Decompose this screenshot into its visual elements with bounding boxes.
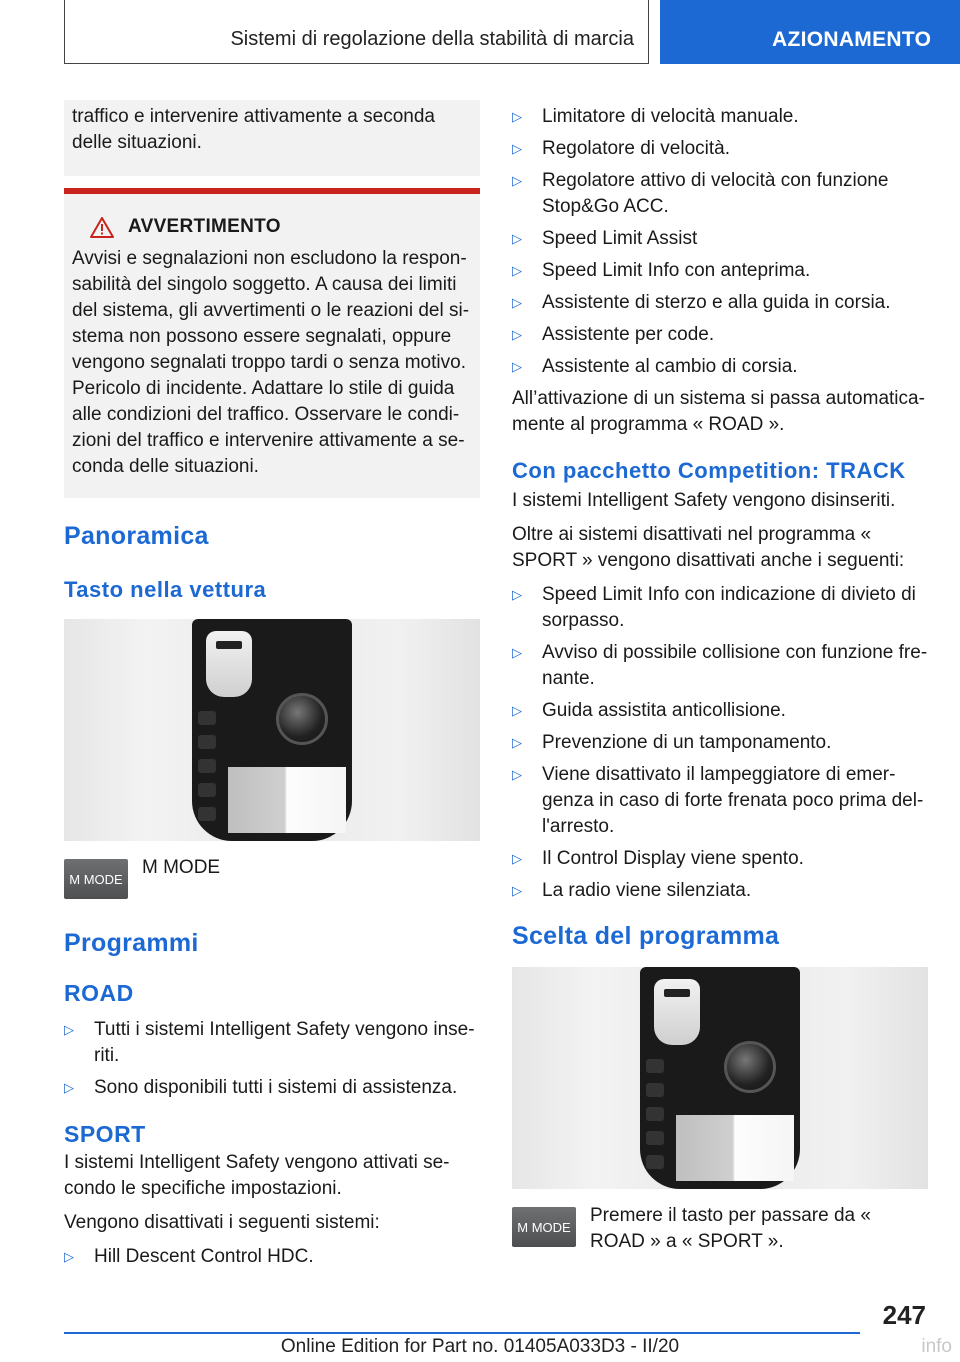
- bullet-triangle-icon: ▷: [512, 327, 522, 342]
- bullet-triangle-icon: ▷: [512, 587, 522, 602]
- armrest-pad: [228, 767, 346, 833]
- chapter-title: AZIONAMENTO: [772, 28, 932, 51]
- left-column: [64, 100, 480, 1276]
- list-item: ▷ Assistente per code.: [512, 322, 928, 348]
- armrest-pad: [676, 1115, 794, 1181]
- list-item: ▷ Speed Limit Info con anteprima.: [512, 258, 928, 284]
- sport-list: [64, 1244, 480, 1270]
- bullet-triangle-icon: ▷: [512, 141, 522, 156]
- list-item: ▷ Limitatore di velocità manuale.: [512, 104, 928, 130]
- bullet-triangle-icon: ▷: [512, 295, 522, 310]
- list-item: ▷ Regolatore di velocità.: [512, 136, 928, 162]
- bullet-triangle-icon: ▷: [64, 1249, 74, 1264]
- bullet-triangle-icon: ▷: [512, 703, 522, 718]
- auto-road-text: All’attivazione di un sistema si passa automaticamente al programma « ROAD ».: [512, 388, 925, 435]
- list-item: ▷ Speed Limit Assist: [512, 226, 928, 252]
- console-photo: [64, 619, 480, 841]
- bullet-triangle-icon: ▷: [512, 883, 522, 898]
- bullet-triangle-icon: ▷: [512, 645, 522, 660]
- controller-knob: [724, 1041, 776, 1093]
- warning-body: Avvisi e segnalazioni non escludono la responsabilità del singolo soggetto. A causa dei limiti del sistema, gli avvertimenti o le reazioni del sistema non possono essere segnalati, oppure vengono segnalati troppo tardi o senza motivo. Pericolo di incidente. Adattare lo stile di guida alle condizioni del traffico. Osservare le condizioni del traffico e intervenire attivamente a seconda delle situazioni.: [72, 248, 470, 477]
- bullet-triangle-icon: ▷: [512, 231, 522, 246]
- footer-rule: [64, 1332, 860, 1334]
- track-list: [512, 582, 928, 904]
- list-item: ▷ Sono disponibili tutti i sistemi di assistenza.: [64, 1075, 480, 1101]
- list-item: ▷ La radio viene silenziata.: [512, 878, 928, 904]
- warning-triangle-icon: [90, 217, 114, 238]
- heading-sport: SPORT: [64, 1121, 146, 1147]
- road-list: [64, 1017, 480, 1101]
- bullet-triangle-icon: ▷: [512, 359, 522, 374]
- list-item: ▷ Assistente al cambio di corsia.: [512, 354, 928, 380]
- continued-box: [64, 100, 480, 176]
- page-number: 247: [882, 1300, 926, 1330]
- list-item: ▷ Regolatore attivo di velocità con funzione Stop&Go ACC.: [512, 168, 928, 220]
- bullet-triangle-icon: ▷: [512, 263, 522, 278]
- sport-disabled-intro: Vengono disattivati i seguenti sistemi:: [64, 1212, 380, 1233]
- list-item: ▷ Tutti i sistemi Intelligent Safety vengono inseriti.: [64, 1017, 480, 1069]
- systems-list: [512, 104, 928, 380]
- track-disabled-intro: Oltre ai sistemi disattivati nel programma « SPORT » vengono disattivati anche i seguenti:: [512, 524, 905, 571]
- heading-program-selection: Scelta del programma: [512, 922, 780, 950]
- right-column: [512, 100, 928, 1255]
- list-item: ▷ Avviso di possibile collisione con funzione frenante.: [512, 640, 928, 692]
- bullet-triangle-icon: ▷: [512, 735, 522, 750]
- watermark: info: [921, 1336, 952, 1357]
- select-caption: Premere il tasto per passare da « ROAD » a « SPORT ».: [590, 1205, 871, 1252]
- list-item: ▷ Prevenzione di un tamponamento.: [512, 730, 928, 756]
- list-item: ▷ Guida assistita anticollisione.: [512, 698, 928, 724]
- gear-selector: [654, 979, 700, 1045]
- warning-box: [64, 188, 480, 498]
- gear-selector: [206, 631, 252, 697]
- center-console: [640, 967, 800, 1189]
- heading-road: ROAD: [64, 980, 134, 1006]
- header-section-title: Sistemi di regolazione della stabilità di marcia: [230, 28, 634, 50]
- bullet-triangle-icon: ▷: [512, 173, 522, 188]
- bullet-triangle-icon: ▷: [512, 109, 522, 124]
- list-item: ▷ Assistente di sterzo e alla guida in corsia.: [512, 290, 928, 316]
- bullet-triangle-icon: ▷: [64, 1080, 74, 1095]
- list-item: ▷ Speed Limit Info con indicazione di divieto di sorpasso.: [512, 582, 928, 634]
- mmode-legend: [64, 859, 480, 899]
- select-legend: [512, 1207, 928, 1255]
- heading-programs: Programmi: [64, 929, 199, 957]
- footer-edition: Online Edition for Part no. 01405A033D3 - II/20: [280, 1336, 680, 1357]
- bullet-triangle-icon: ▷: [512, 767, 522, 782]
- bullet-triangle-icon: ▷: [64, 1022, 74, 1037]
- mmode-button-icon: M MODE: [512, 1207, 576, 1247]
- list-item: ▷ Hill Descent Control HDC.: [64, 1244, 480, 1270]
- running-header: [64, 0, 649, 64]
- sport-description: I sistemi Intelligent Safety vengono attivati secondo le specifiche impostazioni.: [64, 1152, 450, 1199]
- controller-knob: [276, 693, 328, 745]
- bullet-triangle-icon: ▷: [512, 851, 522, 866]
- continued-text: traffico e intervenire attivamente a seconda delle situazioni.: [72, 106, 435, 153]
- heading-overview: Panoramica: [64, 522, 209, 550]
- heading-track: Con pacchetto Competition: TRACK: [512, 458, 906, 483]
- console-photo-2: [512, 967, 928, 1189]
- chapter-tab: [660, 0, 960, 64]
- mmode-caption: M MODE: [142, 857, 221, 878]
- center-console: [192, 619, 352, 841]
- track-description: I sistemi Intelligent Safety vengono disinseriti.: [512, 490, 896, 511]
- list-item: ▷ Il Control Display viene spento.: [512, 846, 928, 872]
- list-item: ▷ Viene disattivato il lampeggiatore di emergenza in caso di forte frenata poco prima dell'arresto.: [512, 762, 928, 840]
- warning-title: AVVERTIMENTO: [128, 216, 281, 237]
- mmode-button-icon: M MODE: [64, 859, 128, 899]
- heading-button-in-car: Tasto nella vettura: [64, 577, 267, 602]
